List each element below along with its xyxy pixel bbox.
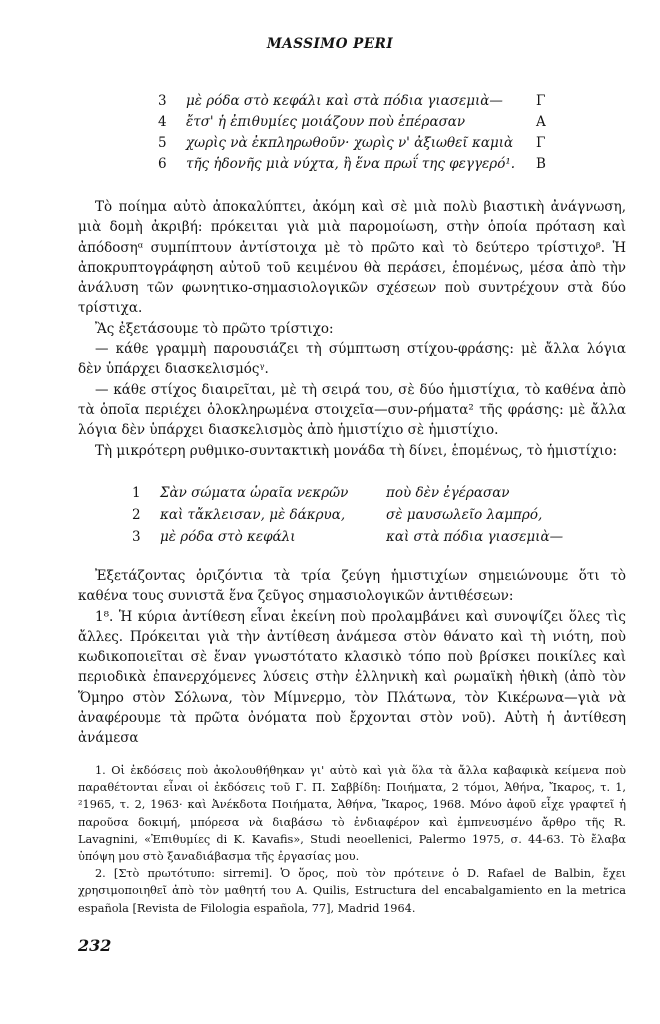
- second-hemistich: καὶ στὰ πόδια γιασεμιὰ—: [386, 529, 564, 545]
- footnote: 1. Οἱ ἐκδόσεις ποὺ ἀκολουθήθηκαν γι' αὐτὸ καὶ γιὰ ὅλα τὰ ἄλλα καβαφικὰ κείμενα ποὺ παραθέτονται εἶναι οἱ ἐκδόσεις τοῦ Γ. Π. Σαββίδη: Ποιήματα, 2 τόμοι, Ἀθήνα, Ἴκαρος, τ. 1, ²1965, τ. 2, 1963· καὶ Ἀνέκδοτα Ποιήματα, Ἀθήνα, Ἴκαρος, 1968. Μόνο ἀφοῦ εἶχε γραφτεῖ ἡ παροῦσα δοκιμή, μπόρεσα νὰ διαβάσω τὸ ἐνδιαφέρον καὶ ἐμπνευσμένο ἄρθρο τῆς R. Lavagnini, «Ἐπιθυμίες di K. Kavafis», Studi neoellenici, Palermo 1975, σ. 44-63. Τὸ ἔλαβα ὑπόψη μου στὸ ξαναδιάβασμα τῆς ἐργασίας μου.: [78, 764, 626, 864]
- verse-text: χωρὶς νὰ ἐκπληρωθοῦν· χωρὶς ν' ἀξιωθεῖ καμιὰ: [186, 135, 514, 151]
- hemistich-table: [132, 485, 592, 551]
- line-number: 6: [158, 156, 167, 172]
- paragraph: Τὴ μικρότερη ρυθμικο-συντακτικὴ μονάδα τὴ δίνει, ἑπομένως, τὸ ἡμιστίχιο:: [95, 442, 618, 459]
- verse-text: μὲ ρόδα στὸ κεφάλι καὶ στὰ πόδια γιασεμιὰ—: [186, 93, 503, 109]
- first-hemistich: μὲ ρόδα στὸ κεφάλι: [160, 529, 296, 545]
- hemistich-row: [132, 529, 592, 551]
- paragraph: — κάθε γραμμὴ παρουσιάζει τὴ σύμπτωση στίχου-φράσης: μὲ ἄλλα λόγια δὲν ὑπάρχει διασκελισμόςᵞ.: [78, 341, 626, 378]
- rhyme-letter: Γ: [536, 93, 546, 109]
- poem-line: [158, 114, 558, 135]
- paragraph: Ἂς ἐξετάσουμε τὸ πρῶτο τρίστιχο:: [95, 320, 334, 337]
- verse-text: τῆς ἡδονῆς μιὰ νύχτα, ἢ ἕνα πρωΐ της φεγγερό¹.: [186, 156, 516, 172]
- second-hemistich: ποὺ δὲν ἐγέρασαν: [386, 485, 510, 501]
- first-hemistich: καὶ τἄκλεισαν, μὲ δάκρυα,: [160, 507, 346, 523]
- paragraph: Τὸ ποίημα αὐτὸ ἀποκαλύπτει, ἀκόμη καὶ σὲ μιὰ πολὺ βιαστικὴ ἀνάγνωση, μιὰ δομὴ ἀκριβή: πρόκειται γιὰ μιὰ παρομοίωση, στὴν ὁποία πρόταση καὶ ἀπόδοσηᵅ συμπίπτουν ἀντίστοιχα μὲ τὸ πρῶτο καὶ τὸ δεύτερο τρίστιχοᵝ. Ἡ ἀποκρυπτογράφηση αὐτοῦ τοῦ κειμένου θὰ περάσει, ἑπομένως, μέσα ἀπὸ τὴν ἀνάλυση τῶν φωνητικο-σημασιολογικῶν σχέσεων ποὺ συντρέχουν στὰ δύο τρίστιχα.: [78, 199, 626, 317]
- page-number: 232: [78, 936, 112, 955]
- rhyme-letter: Γ: [536, 135, 546, 151]
- poem-line: [158, 135, 558, 156]
- paragraph: 1⁸. Ἡ κύρια ἀντίθεση εἶναι ἐκείνη ποὺ προλαμβάνει καὶ συνοψίζει ὅλες τὶς ἄλλες. Πρόκειται γιὰ τὴν ἀντίθεση ἀνάμεσα στὸν θάνατο καὶ τὴ νιότη, ποὺ κωδικοποιεῖται σὲ ἕναν γνωστότατο κλασικὸ τόπο ποὺ βρίσκει ποικίλες καὶ περιοδικὰ ἐπανερχόμενες λύσεις στὴν ἑλληνικὴ καὶ ρωμαϊκὴ ἠθικὴ (ἀπὸ τὸν Ὅμηρο στὸν Σόλωνα, τὸν Μίμνερμο, τὸν Πλάτωνα, τὸν Κικέρωνα—γιὰ νὰ ἀναφέρουμε τὰ πρῶτα ὀνόματα ποὺ ἔρχονται στὸν νοῦ). Αὐτὴ ἡ ἀντίθεση ἀνάμεσα: [78, 608, 626, 747]
- first-hemistich: Σὰν σώματα ὡραῖα νεκρῶν: [160, 485, 349, 501]
- line-number: 5: [158, 135, 167, 151]
- poem-excerpt: [158, 93, 558, 177]
- body-text-lower: [78, 566, 626, 749]
- line-number: 3: [132, 529, 141, 545]
- rhyme-letter: Β: [536, 156, 546, 172]
- poem-line: [158, 93, 558, 114]
- hemistich-row: [132, 507, 592, 529]
- running-head: MASSIMO PERI: [266, 36, 394, 52]
- poem-line: [158, 156, 558, 177]
- paragraph: — κάθε στίχος διαιρεῖται, μὲ τὴ σειρά του, σὲ δύο ἡμιστίχια, τὸ καθένα ἀπὸ τὰ ὁποῖα περιέχει ὁλοκληρωμένα στοιχεῖα—συν-ρήματα² τῆς φράσης: μὲ ἄλλα λόγια δὲν ὑπάρχει διασκελισμὸς ἀπὸ ἡμιστίχιο σὲ ἡμιστίχιο.: [78, 381, 626, 439]
- line-number: 1: [132, 485, 141, 501]
- line-number: 2: [132, 507, 141, 523]
- line-number: 3: [158, 93, 167, 109]
- footnote: 2. [Στὸ πρωτότυπο: sirremi]. Ὁ ὅρος, ποὺ τὸν πρότεινε ὁ D. Rafael de Balbin, ἔχει χρησιμοποιηθεῖ ἀπὸ τὸν μαθητή του A. Quilis, Estructura del encabalgamiento en la metrica española [Revista de Filologia española, 77], Madrid 1964.: [78, 867, 626, 915]
- verse-text: ἔτσ' ἡ ἐπιθυμίες μοιάζουν ποὺ ἐπέρασαν: [186, 114, 466, 130]
- rhyme-letter: Α: [536, 114, 546, 130]
- hemistich-row: [132, 485, 592, 507]
- line-number: 4: [158, 114, 167, 130]
- paragraph: Ἐξετάζοντας ὁριζόντια τὰ τρία ζεύγη ἡμιστιχίων σημειώνουμε ὅτι τὸ καθένα τους συνιστᾶ ἕνα ζεῦγος σημασιολογικῶν ἀντιθέσεων:: [78, 568, 626, 605]
- body-text-upper: [78, 197, 626, 461]
- footnotes: [78, 762, 626, 917]
- second-hemistich: σὲ μαυσωλεῖο λαμπρό,: [386, 507, 543, 523]
